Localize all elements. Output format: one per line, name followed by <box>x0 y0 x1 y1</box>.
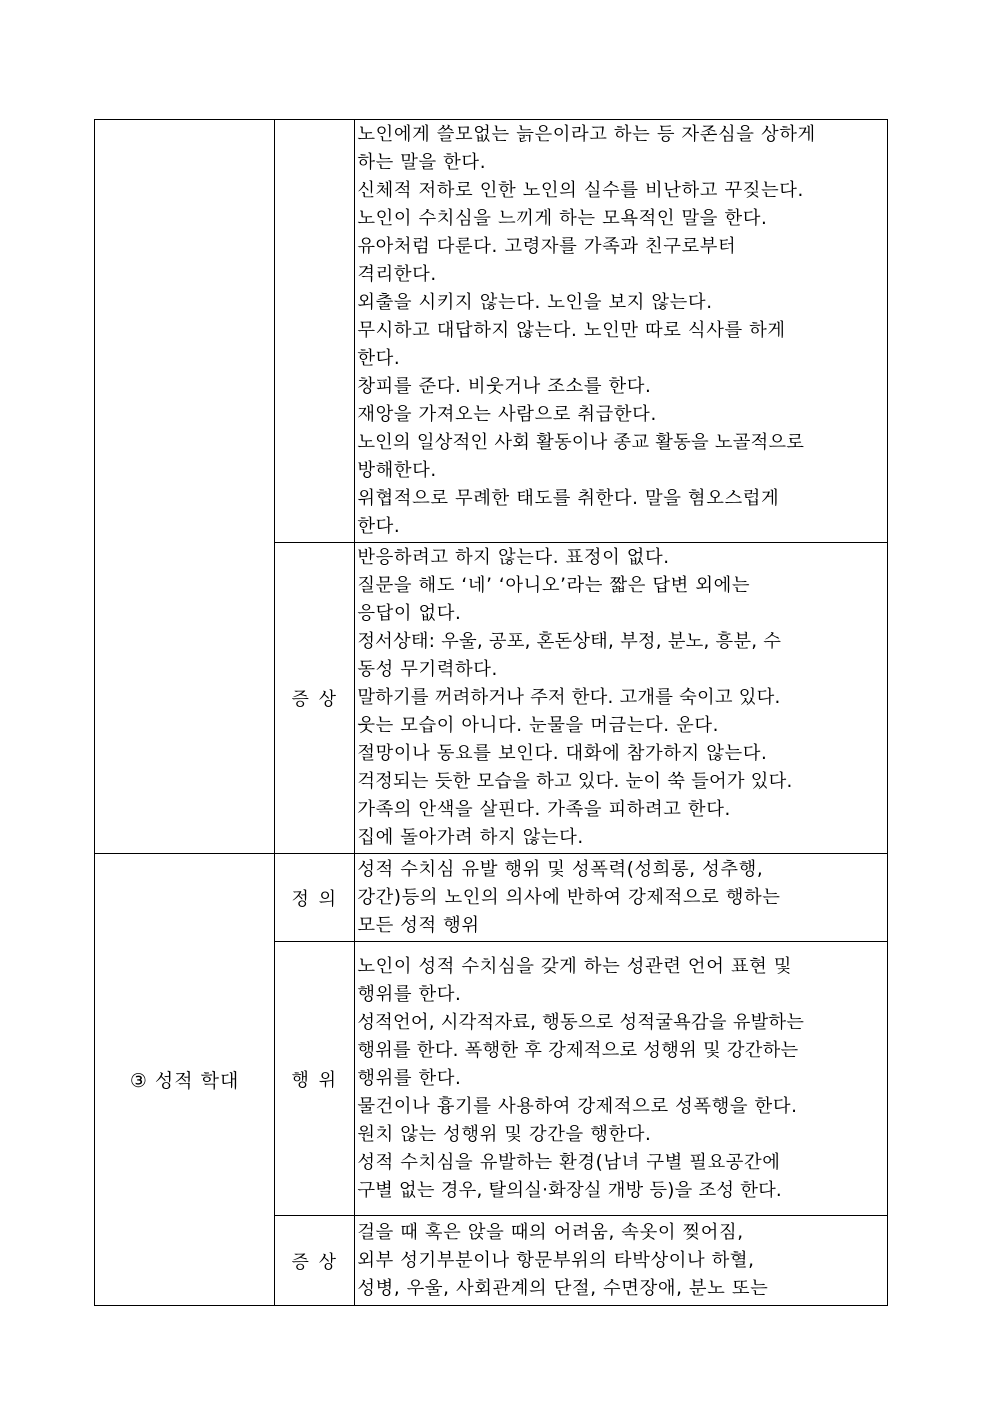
text-line: 성적 수치심을 유발하는 환경(남녀 구별 필요공간에 <box>357 1151 781 1173</box>
text-line: 행위를 한다. 폭행한 후 강제적으로 성행위 및 강간하는 <box>357 1039 799 1061</box>
text-line: 원치 않는 성행위 및 강간을 행한다. <box>357 1123 652 1145</box>
text-line: 모든 성적 행위 <box>357 914 480 936</box>
text-line: 절망이나 동요를 보인다. 대화에 참가하지 않는다. <box>357 743 768 764</box>
category-cell-emotional <box>95 120 275 854</box>
subcategory-cell-symptoms: 증 상 <box>275 543 355 854</box>
text-line: 방해한다. <box>357 460 437 481</box>
text-line: 가족의 안색을 살핀다. 가족을 피하려고 한다. <box>357 799 731 820</box>
sexual-symptoms-text <box>355 1216 888 1306</box>
text-line: 노인에게 쓸모없는 늙은이라고 하는 등 자존심을 상하게 <box>357 124 816 145</box>
emotional-behavior-text <box>355 120 888 543</box>
text-line: 무시하고 대답하지 않는다. 노인만 따로 식사를 하게 <box>357 320 786 341</box>
text-line: 하는 말을 한다. <box>357 152 487 173</box>
text-line: 강간)등의 노인의 의사에 반하여 강제적으로 행하는 <box>357 886 781 908</box>
text-line: 재앙을 가져오는 사람으로 취급한다. <box>357 404 657 425</box>
text-line: 동성 무기력하다. <box>357 659 498 680</box>
sexual-behavior-text <box>355 942 888 1216</box>
text-line: 반응하려고 하지 않는다. 표정이 없다. <box>357 547 670 568</box>
sexual-definition-text <box>355 854 888 942</box>
text-line: 신체적 저하로 인한 노인의 실수를 비난하고 꾸짖는다. <box>357 180 804 201</box>
text-line: 웃는 모습이 아니다. 눈물을 머금는다. 운다. <box>357 715 720 736</box>
text-line: 걱정되는 듯한 모습을 하고 있다. 눈이 쑥 들어가 있다. <box>357 771 793 792</box>
emotional-symptoms-text <box>355 543 888 854</box>
text-line: 외부 성기부분이나 항문부위의 타박상이나 하혈, <box>357 1249 755 1271</box>
text-line: 성병, 우울, 사회관계의 단절, 수면장애, 분노 또는 <box>357 1277 769 1299</box>
subcategory-cell-definition: 정 의 <box>275 854 355 942</box>
text-line: 행위를 한다. <box>357 1067 462 1089</box>
text-line: 창피를 준다. 비웃거나 조소를 한다. <box>357 376 652 397</box>
text-line: 유아처럼 다룬다. 고령자를 가족과 친구로부터 <box>357 236 737 257</box>
text-line: 말하기를 꺼려하거나 주저 한다. 고개를 숙이고 있다. <box>357 687 781 708</box>
subcategory-cell-behavior: 행 위 <box>275 942 355 1216</box>
text-line: 격리한다. <box>357 264 437 285</box>
text-line: 한다. <box>357 516 401 537</box>
text-line: 구별 없는 경우, 탈의실·화장실 개방 등)을 조성 한다. <box>357 1179 782 1201</box>
subcategory-cell-symptoms: 증 상 <box>275 1216 355 1306</box>
text-line: 성적 수치심 유발 행위 및 성폭력(성희롱, 성추행, <box>357 858 764 880</box>
text-line: 성적언어, 시각적자료, 행동으로 성적굴욕감을 유발하는 <box>357 1011 805 1033</box>
table-row <box>95 854 888 942</box>
text-line: 응답이 없다. <box>357 603 462 624</box>
text-line: 노인이 성적 수치심을 갖게 하는 성관련 언어 표현 및 <box>357 955 793 977</box>
subcategory-cell-behavior <box>275 120 355 543</box>
text-line: 한다. <box>357 348 401 369</box>
category-label: ③ 성적 학대 <box>129 1070 240 1092</box>
text-line: 위협적으로 무례한 태도를 취한다. 말을 혐오스럽게 <box>357 488 780 509</box>
text-line: 질문을 해도 ‘네’ ‘아니오’라는 짧은 답변 외에는 <box>357 575 751 596</box>
text-line: 정서상태: 우울, 공포, 혼돈상태, 부정, 분노, 흥분, 수 <box>357 631 782 652</box>
text-line: 노인의 일상적인 사회 활동이나 종교 활동을 노골적으로 <box>357 432 805 453</box>
text-line: 노인이 수치심을 느끼게 하는 모욕적인 말을 한다. <box>357 208 768 229</box>
table-row <box>95 120 888 543</box>
text-line: 집에 돌아가려 하지 않는다. <box>357 827 584 848</box>
text-line: 외출을 시키지 않는다. 노인을 보지 않는다. <box>357 292 713 313</box>
category-cell-sexual-abuse <box>95 854 275 1306</box>
text-line: 물건이나 흉기를 사용하여 강제적으로 성폭행을 한다. <box>357 1095 798 1117</box>
text-line: 행위를 한다. <box>357 983 462 1005</box>
text-line: 걸을 때 혹은 앉을 때의 어려움, 속옷이 찢어짐, <box>357 1221 744 1243</box>
abuse-types-table <box>94 119 888 1306</box>
